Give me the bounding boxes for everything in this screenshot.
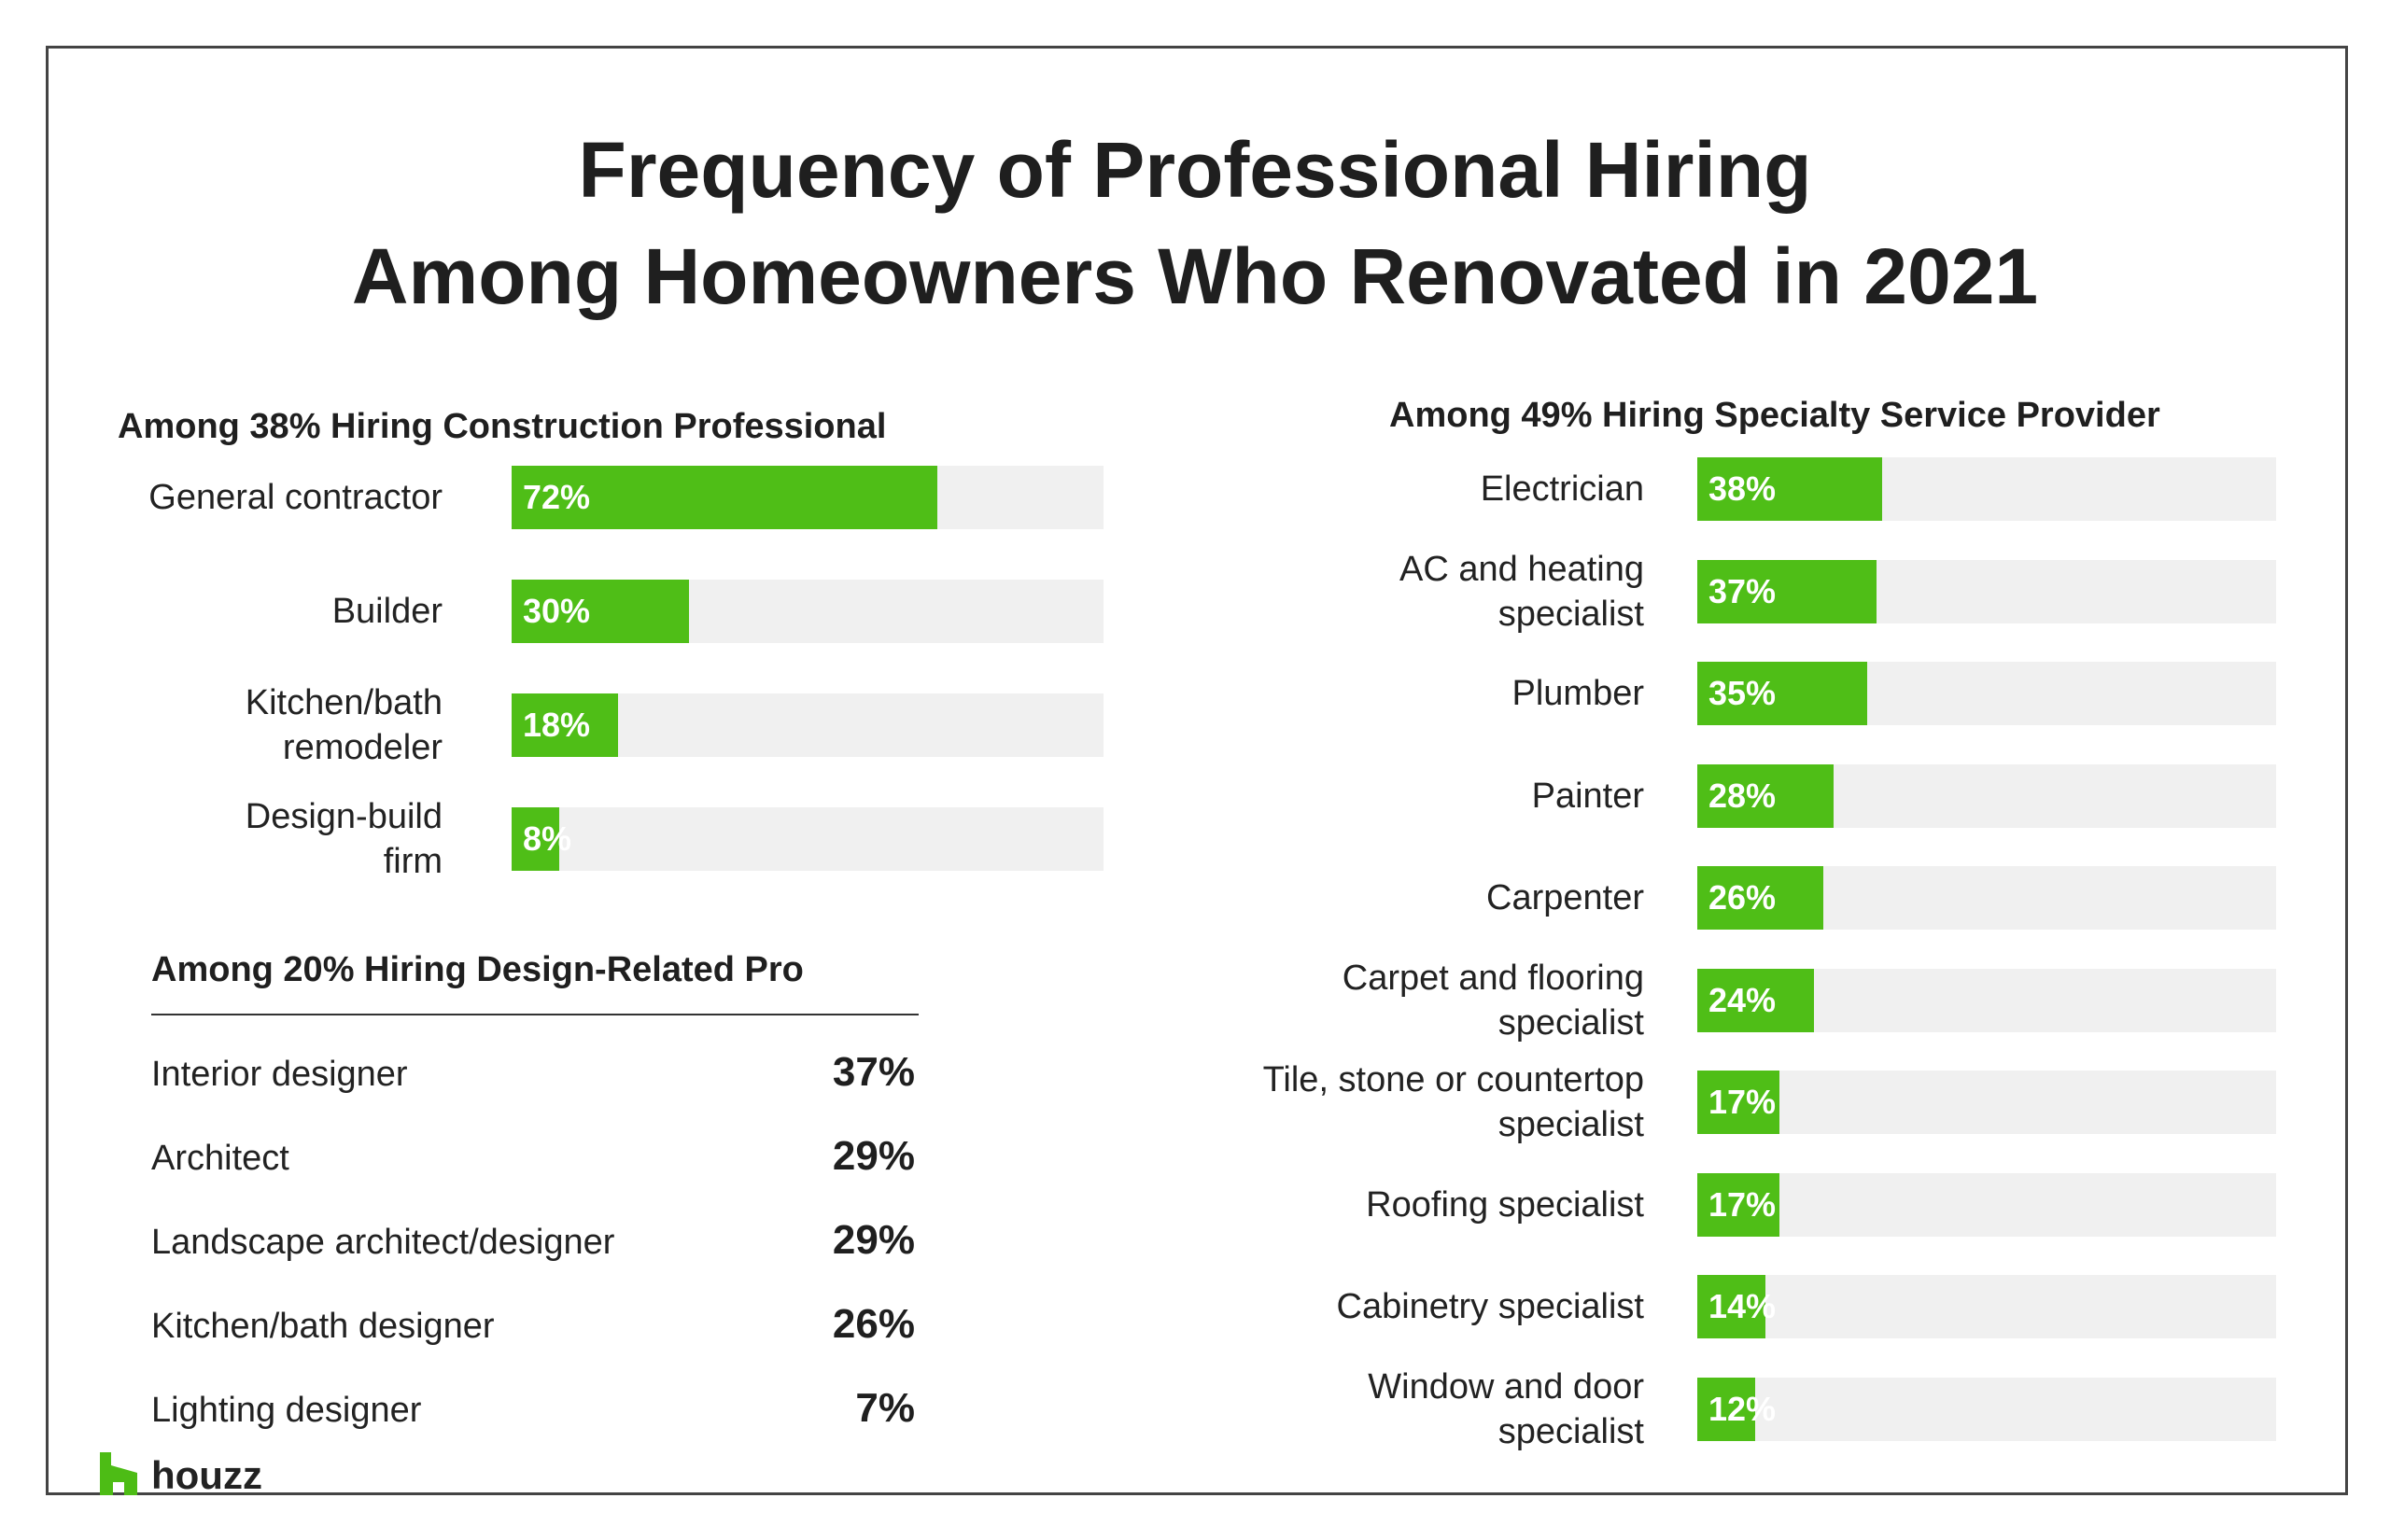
specialty-label — [1084, 547, 1644, 637]
specialty-track — [1697, 1071, 2276, 1134]
specialty-value-label: 37% — [1708, 571, 1777, 610]
specialty-value-label: 14% — [1708, 1287, 1777, 1325]
construction-label — [0, 794, 443, 884]
specialty-section-title: Among 49% Hiring Specialty Service Provider — [1389, 396, 2160, 435]
design-row-label: Landscape architect/designer — [151, 1223, 615, 1262]
design-row-value: 7% — [855, 1385, 915, 1431]
specialty-label-line: Carpenter — [1486, 878, 1644, 917]
construction-label — [0, 680, 443, 770]
design-section-divider — [151, 1014, 919, 1015]
specialty-label-line: specialist — [1497, 1411, 1644, 1451]
specialty-label — [1084, 467, 1644, 511]
construction-label-line: remodeler — [282, 728, 443, 767]
specialty-label-line: specialist — [1497, 1105, 1644, 1144]
construction-label — [0, 589, 443, 634]
design-row-value: 29% — [832, 1133, 915, 1179]
construction-label-line: firm — [383, 842, 443, 881]
specialty-track — [1697, 764, 2276, 828]
construction-track — [512, 807, 1104, 871]
houzz-logo-text: houzz — [151, 1453, 262, 1497]
construction-label — [0, 475, 443, 520]
specialty-label-line: specialist — [1497, 594, 1644, 634]
construction-track — [512, 693, 1104, 757]
specialty-label-line: Painter — [1531, 776, 1644, 816]
construction-section-title: Among 38% Hiring Construction Professional — [118, 407, 887, 446]
specialty-label — [1084, 1284, 1644, 1329]
specialty-label — [1084, 774, 1644, 819]
construction-value-label: 72% — [523, 478, 591, 516]
specialty-track — [1697, 457, 2276, 521]
design-row-value: 37% — [832, 1049, 915, 1095]
construction-track — [512, 466, 1104, 529]
specialty-value-label: 28% — [1708, 776, 1777, 815]
specialty-label — [1084, 1365, 1644, 1454]
construction-value-label: 30% — [523, 592, 591, 630]
specialty-value-label: 12% — [1708, 1389, 1777, 1428]
specialty-value-label: 17% — [1708, 1083, 1777, 1121]
specialty-track — [1697, 866, 2276, 930]
construction-value-label: 8% — [523, 819, 572, 858]
specialty-label — [1084, 1183, 1644, 1227]
construction-track — [512, 580, 1104, 643]
construction-label-line: General contractor — [148, 478, 443, 517]
specialty-label-line: AC and heating — [1399, 549, 1644, 589]
design-row-label: Interior designer — [151, 1055, 408, 1094]
specialty-track — [1697, 1173, 2276, 1237]
specialty-label — [1084, 956, 1644, 1045]
design-row-label: Lighting designer — [151, 1391, 422, 1430]
specialty-track — [1697, 1275, 2276, 1338]
specialty-track — [1697, 1378, 2276, 1441]
construction-label-line: Builder — [331, 592, 443, 631]
specialty-label-line: Carpet and flooring — [1342, 958, 1644, 998]
specialty-label-line: specialist — [1497, 1002, 1644, 1043]
specialty-label-line: Roofing specialist — [1366, 1184, 1644, 1225]
specialty-value-label: 26% — [1708, 878, 1777, 917]
chart-title-line-1: Frequency of Professional Hiring — [578, 126, 1812, 214]
specialty-track — [1697, 662, 2276, 725]
specialty-value-label: 24% — [1708, 980, 1777, 1019]
design-row-value: 29% — [832, 1217, 915, 1263]
specialty-label — [1084, 1057, 1644, 1147]
construction-label-line: Kitchen/bath — [245, 683, 443, 722]
specialty-label-line: Electrician — [1480, 469, 1644, 509]
houzz-logo-icon — [100, 1452, 137, 1495]
design-row-value: 26% — [832, 1301, 915, 1347]
construction-value-label: 18% — [523, 706, 591, 744]
specialty-value-label: 35% — [1708, 674, 1777, 712]
design-section-title: Among 20% Hiring Design-Related Pro — [151, 950, 804, 989]
chart-title-line-2: Among Homeowners Who Renovated in 2021 — [351, 232, 2039, 320]
specialty-track — [1697, 560, 2276, 623]
design-row-label: Kitchen/bath designer — [151, 1307, 495, 1346]
construction-label-line: Design-build — [245, 797, 443, 836]
specialty-value-label: 38% — [1708, 469, 1777, 508]
specialty-value-label: 17% — [1708, 1184, 1777, 1224]
specialty-label — [1084, 875, 1644, 920]
specialty-label-line: Plumber — [1511, 674, 1644, 713]
specialty-track — [1697, 969, 2276, 1032]
design-row-label: Architect — [151, 1139, 289, 1178]
specialty-label-line: Cabinetry specialist — [1336, 1287, 1644, 1326]
specialty-label — [1084, 671, 1644, 716]
specialty-label-line: Tile, stone or countertop — [1262, 1060, 1644, 1099]
specialty-label-line: Window and door — [1368, 1366, 1644, 1407]
